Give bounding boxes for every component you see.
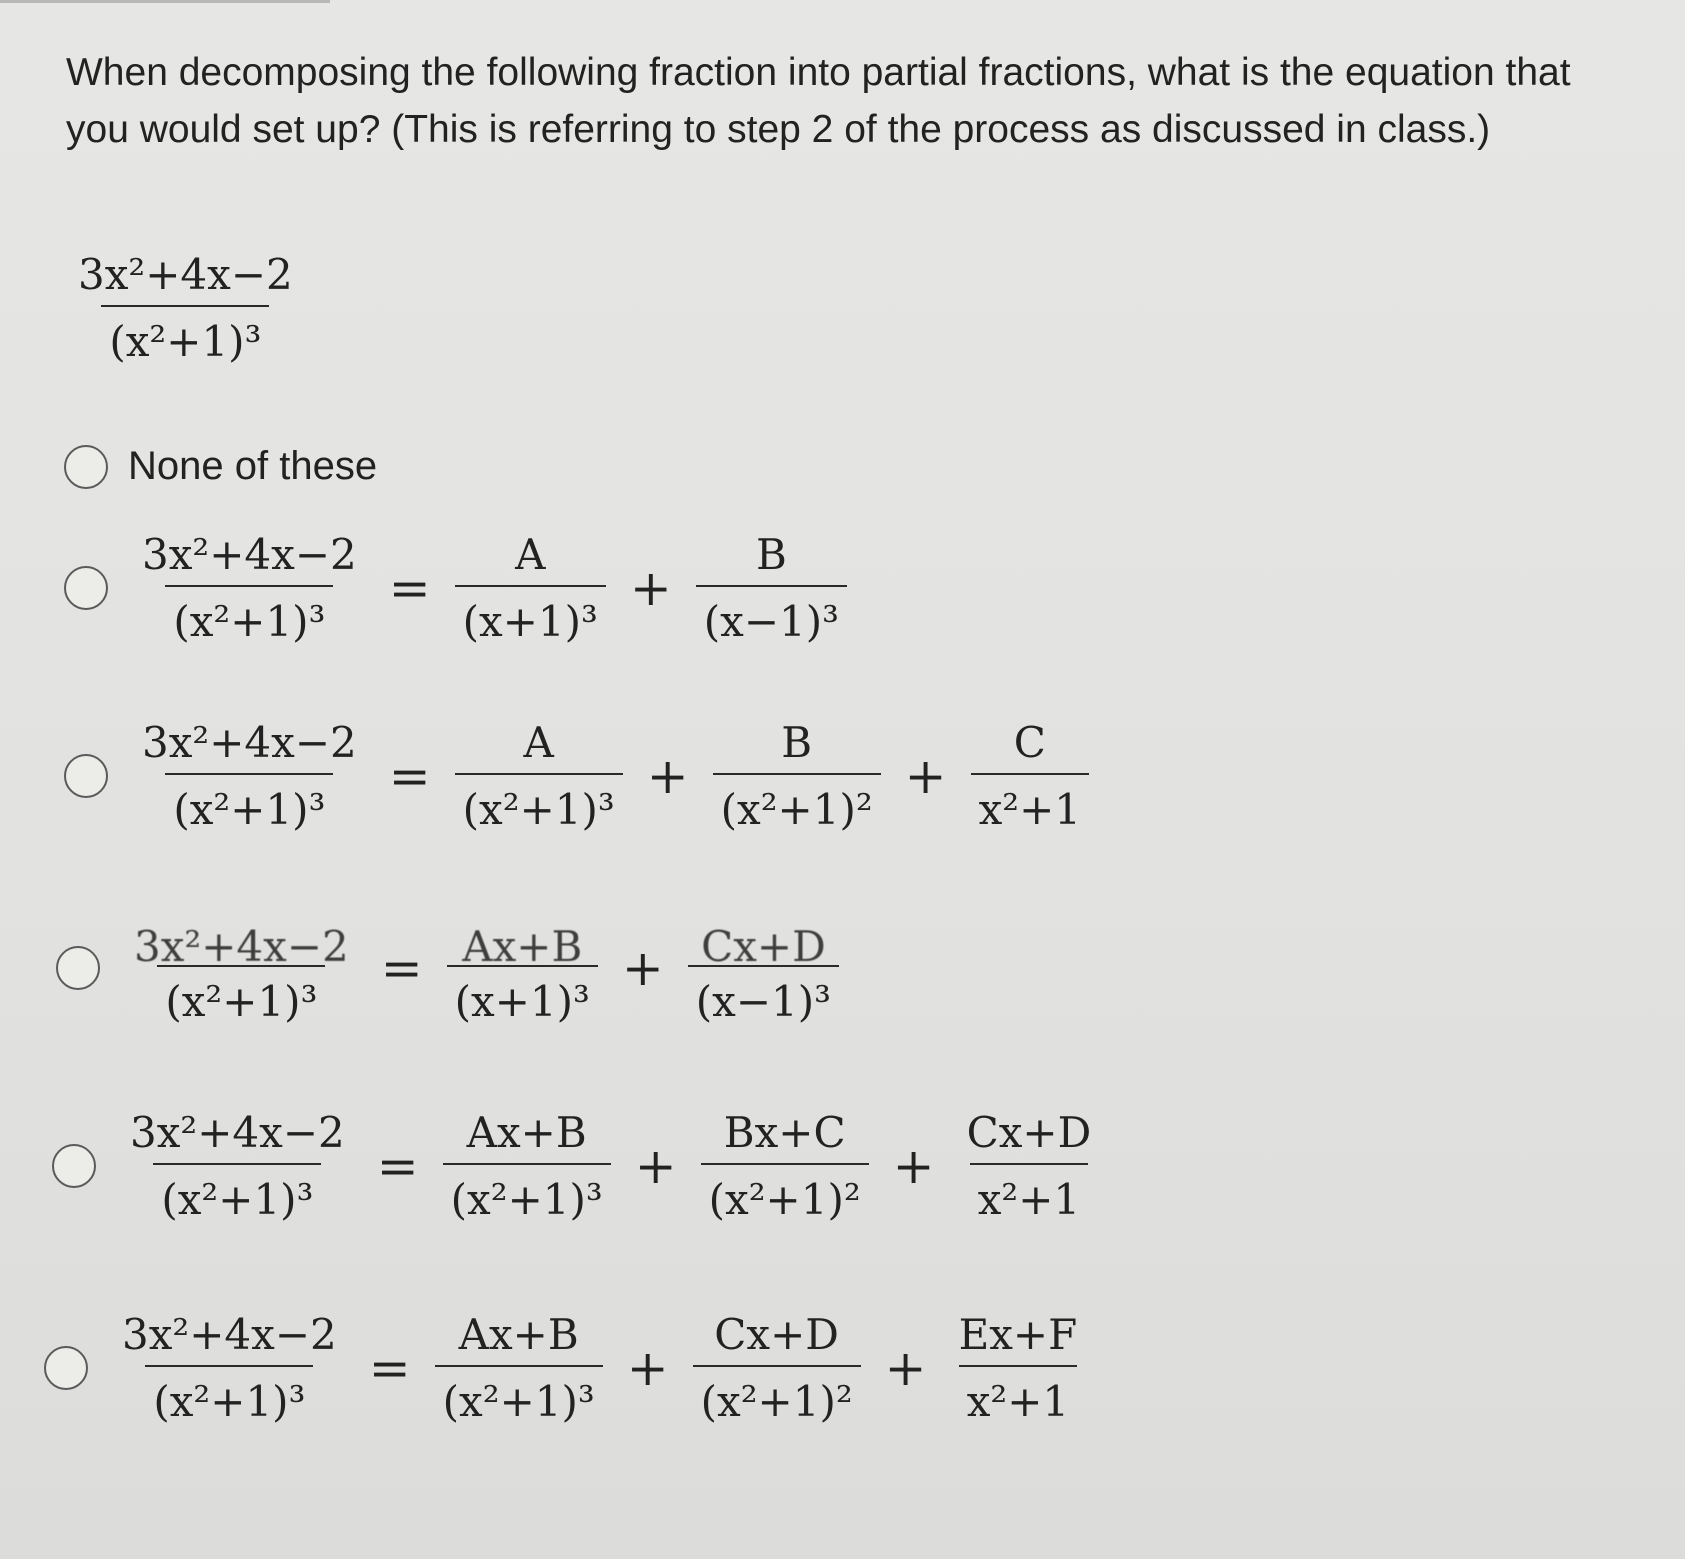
term-denominator: (x+1)³ [447, 965, 598, 1026]
question-fraction [64, 250, 307, 366]
question-numerator: 3x²+4x−2 [78, 250, 293, 299]
obscured-text: Ax+B [462, 922, 583, 971]
radio-button[interactable] [64, 445, 108, 489]
term-fraction [713, 718, 881, 834]
radio-button[interactable] [64, 566, 108, 610]
option-3[interactable] [64, 718, 1095, 834]
term-numerator [454, 910, 590, 971]
equals-sign: = [368, 1339, 411, 1397]
plus-sign: + [884, 1339, 927, 1397]
term-fraction [455, 530, 606, 646]
plus-sign: + [629, 559, 672, 617]
radio-button[interactable] [52, 1144, 96, 1188]
term-fraction [959, 1108, 1100, 1224]
lhs-numerator [126, 910, 357, 971]
term-numerator: A [523, 718, 554, 767]
term-numerator: B [781, 718, 813, 767]
term-denominator: (x²+1)² [713, 773, 881, 834]
lhs-denominator: (x²+1)³ [145, 1365, 313, 1426]
term-denominator: (x+1)³ [455, 585, 606, 646]
lhs-fraction [134, 530, 365, 646]
term-fraction [971, 718, 1089, 834]
option-equation [128, 530, 853, 646]
term-numerator: C [1013, 718, 1046, 767]
term-denominator: x²+1 [971, 773, 1089, 834]
option-equation [108, 1310, 1091, 1426]
term-numerator: Ax+B [466, 1108, 587, 1157]
term-fraction [688, 910, 839, 1026]
option-4[interactable] [56, 910, 845, 1026]
plus-sign: + [892, 1137, 935, 1195]
term-numerator: Ex+F [958, 1310, 1078, 1359]
plus-sign: + [634, 1137, 677, 1195]
option-6[interactable] [44, 1310, 1091, 1426]
question-text: When decomposing the following fraction into partial fractions, what is the equation that you would set up? (This is referring to step 2 of the process as discussed in class.) [66, 51, 1571, 151]
term-fraction [435, 1310, 603, 1426]
equals-sign: = [376, 1137, 419, 1195]
term-fraction [696, 530, 847, 646]
term-fraction [693, 1310, 861, 1426]
question-fraction-stack [70, 250, 301, 366]
radio-button[interactable] [44, 1346, 88, 1390]
lhs-numerator: 3x²+4x−2 [130, 1108, 345, 1157]
term-numerator [693, 910, 834, 971]
term-fraction [443, 1108, 611, 1224]
lhs-numerator: 3x²+4x−2 [142, 530, 357, 579]
lhs-denominator: (x²+1)³ [165, 585, 333, 646]
plus-sign: + [646, 747, 689, 805]
term-denominator: x²+1 [970, 1163, 1088, 1224]
term-fraction [447, 910, 598, 1026]
option-label: None of these [128, 444, 378, 488]
term-numerator: Bx+C [723, 1108, 846, 1157]
plus-sign: + [621, 939, 664, 997]
lhs-fraction [134, 718, 365, 834]
term-denominator: (x−1)³ [696, 585, 847, 646]
term-numerator: Cx+D [714, 1310, 839, 1359]
radio-button[interactable] [64, 754, 108, 798]
option-5[interactable] [52, 1108, 1105, 1224]
question-denominator: (x²+1)³ [101, 305, 269, 366]
term-fraction [951, 1310, 1086, 1426]
lhs-denominator: (x²+1)³ [153, 1163, 321, 1224]
option-2[interactable] [64, 530, 853, 646]
lhs-denominator: (x²+1)³ [157, 965, 325, 1026]
lhs-denominator: (x²+1)³ [165, 773, 333, 834]
term-denominator: (x²+1)³ [443, 1163, 611, 1224]
term-denominator: x²+1 [959, 1365, 1077, 1426]
term-numerator: Ax+B [458, 1310, 579, 1359]
equals-sign: = [388, 747, 431, 805]
term-denominator: (x²+1)³ [435, 1365, 603, 1426]
lhs-numerator: 3x²+4x−2 [142, 718, 357, 767]
equals-sign: = [380, 939, 423, 997]
obscured-text: Cx+D [701, 922, 826, 971]
lhs-fraction [114, 1310, 345, 1426]
term-numerator: Cx+D [966, 1108, 1092, 1157]
term-numerator: A [515, 530, 546, 579]
option-equation [116, 1108, 1105, 1224]
option-none-of-these[interactable] [64, 444, 377, 489]
radio-button[interactable] [56, 946, 100, 990]
plus-sign: + [626, 1339, 669, 1397]
term-fraction [455, 718, 623, 834]
term-numerator: B [755, 530, 787, 579]
plus-sign: + [904, 747, 947, 805]
equals-sign: = [388, 559, 431, 617]
term-denominator: (x²+1)² [701, 1163, 869, 1224]
lhs-numerator: 3x²+4x−2 [122, 1310, 337, 1359]
term-denominator: (x²+1)² [693, 1365, 861, 1426]
option-equation [120, 910, 845, 1026]
lhs-fraction [126, 910, 357, 1026]
option-equation [128, 718, 1095, 834]
term-fraction [701, 1108, 869, 1224]
lhs-fraction [122, 1108, 353, 1224]
term-denominator: (x²+1)³ [455, 773, 623, 834]
obscured-text: 3x²+4x−2 [134, 922, 349, 971]
top-divider [0, 0, 330, 3]
term-denominator: (x−1)³ [688, 965, 839, 1026]
